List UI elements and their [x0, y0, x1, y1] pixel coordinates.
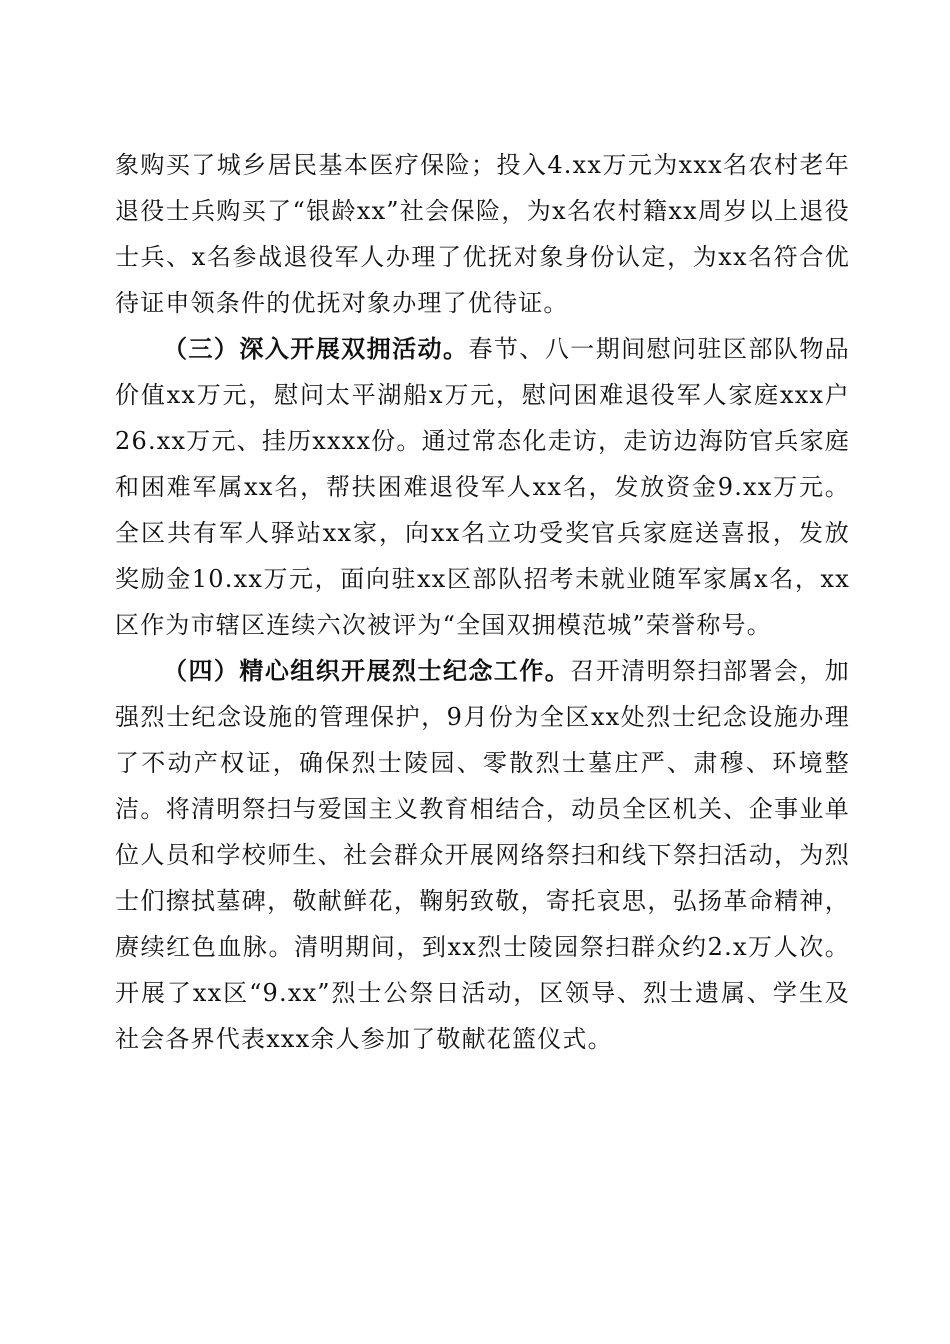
- paragraph-text: 象购买了城乡居民基本医疗保险；投入4.xx万元为xxx名农村老年退役士兵购买了“银龄xx”社会保险，为x名农村籍xx周岁以上退役士兵、x名参战退役军人办理了优抚对象身份认定，为xx名符合优待证申领条件的优抚对象办理了优待证。: [115, 151, 850, 317]
- section-heading-four: （四）精心组织开展烈士纪念工作。: [163, 656, 571, 685]
- paragraph-text: 春节、八一期间慰问驻区部队物品价值xx万元，慰问太平湖船x万元，慰问困难退役军人家庭xxx户26.xx万元、挂历xxxx份。通过常态化走访，走访边海防官兵家庭和困难军属xx名，帮扶困难退役军人xx名，发放资金9.xx万元。全区共有军人驿站xx家，向xx名立功受奖官兵家庭送喜报，发放奖励金10.xx万元，面向驻xx区部队招考未就业随军家属x名，xx区作为市辖区连续六次被评为“全国双拥模范城”荣誉称号。: [115, 335, 851, 639]
- document-body: [115, 142, 850, 1062]
- paragraph-martyrs-memorial: [115, 648, 850, 1062]
- paragraph-medical-insurance: [115, 142, 850, 326]
- section-heading-three: （三）深入开展双拥活动。: [163, 334, 469, 363]
- paragraph-text: 召开清明祭扫部署会，加强烈士纪念设施的管理保护，9月份为全区xx处烈士纪念设施办理了不动产权证，确保烈士陵园、零散烈士墓庄严、肃穆、环境整洁。将清明祭扫与爱国主义教育相结合，动员全区机关、企事业单位人员和学校师生、社会群众开展网络祭扫和线下祭扫活动，为烈士们擦拭墓碑，敬献鲜花，鞠躬致敬，寄托哀思，弘扬革命精神，赓续红色血脉。清明期间，到xx烈士陵园祭扫群众约2.x万人次。开展了xx区“9.xx”烈士公祭日活动，区领导、烈士遗属、学生及社会各界代表xxx余人参加了敬献花篮仪式。: [115, 657, 851, 1053]
- paragraph-double-support: [115, 326, 850, 648]
